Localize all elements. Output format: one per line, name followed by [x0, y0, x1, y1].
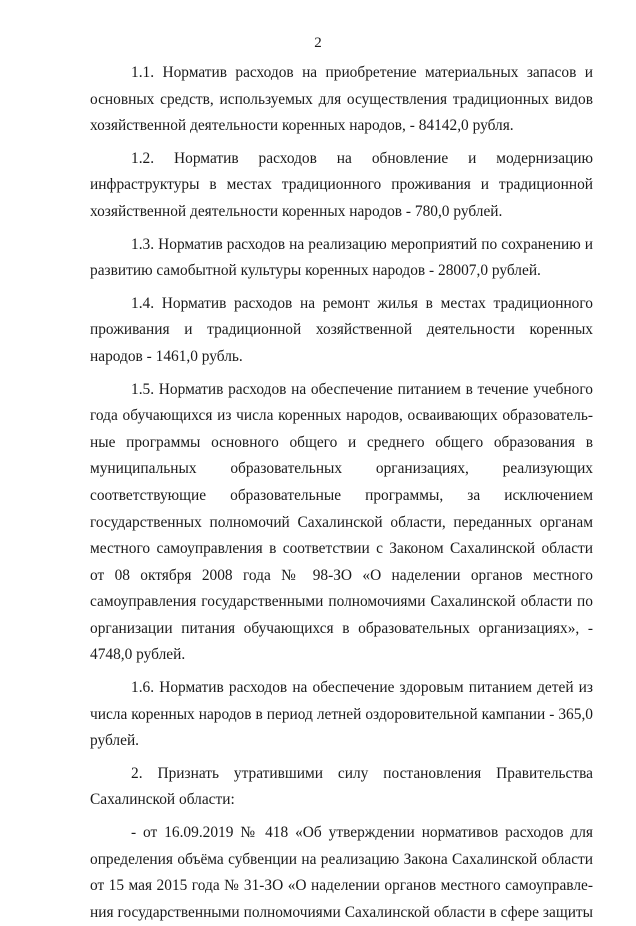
- paragraph-1-6: 1.6. Норматив расходов на обеспечение здоровым питанием детей из числа коренных народов в период летней оздоровительной кампании - 365,0 рублей.: [90, 679, 593, 750]
- document-body: [90, 60, 593, 926]
- paragraph-1-3: 1.3. Норматив расходов на реализацию мероприятий по сохранению и развитию самобытной культуры коренных народов - 28007,0 рублей.: [90, 235, 593, 280]
- paragraph-1-1: 1.1. Норматив расходов на приобретение материальных запасов и основных средств, используемых для осуществления традиционных видов хозяйственной деятельности коренных народов, - 84142,0 рубля.: [90, 64, 593, 135]
- paragraph-1-5: 1.5. Норматив расходов на обеспечение питанием в течение учебного года обучающихся из числа коренных народов, осваивающих образовательные программы основного общего и среднего общего образования в муниципальных образовательных организациях, реализующих соответствующие образовательные программы, за исключением государственных полномочий Сахалинской области, переданных органам местного самоуправления в соответствии с Законом Сахалинской области от 08 октября 2008 года № 98-ЗО «О наделении органов местного самоуправления государственными полномочиями Сахалинской области по организации питания обучающихся в образовательных организациях», - 4748,0 рублей.: [90, 380, 593, 664]
- paragraph-2: 2. Признать утратившими силу постановления Правительства Сахалинской области:: [90, 764, 593, 809]
- paragraph-2-item: - от 16.09.2019 № 418 «Об утверждении нормативов расходов для определения объёма субвенции на реализацию Закона Сахалинской области от 15 мая 2015 года № 31-ЗО «О наделении органов местного самоуправления государственными полномочиями Сахалинской области в сфере защиты: [90, 824, 593, 921]
- paragraph-1-4: 1.4. Норматив расходов на ремонт жилья в местах традиционного проживания и традиционной хозяйственной деятельности коренных народов - 1461,0 рубль.: [90, 294, 593, 365]
- paragraph-1-2: 1.2. Норматив расходов на обновление и модернизацию инфраструктуры в местах традиционного проживания и традиционной хозяйственной деятельности коренных народов - 780,0 рублей.: [90, 149, 593, 220]
- page-number: 2: [314, 35, 322, 51]
